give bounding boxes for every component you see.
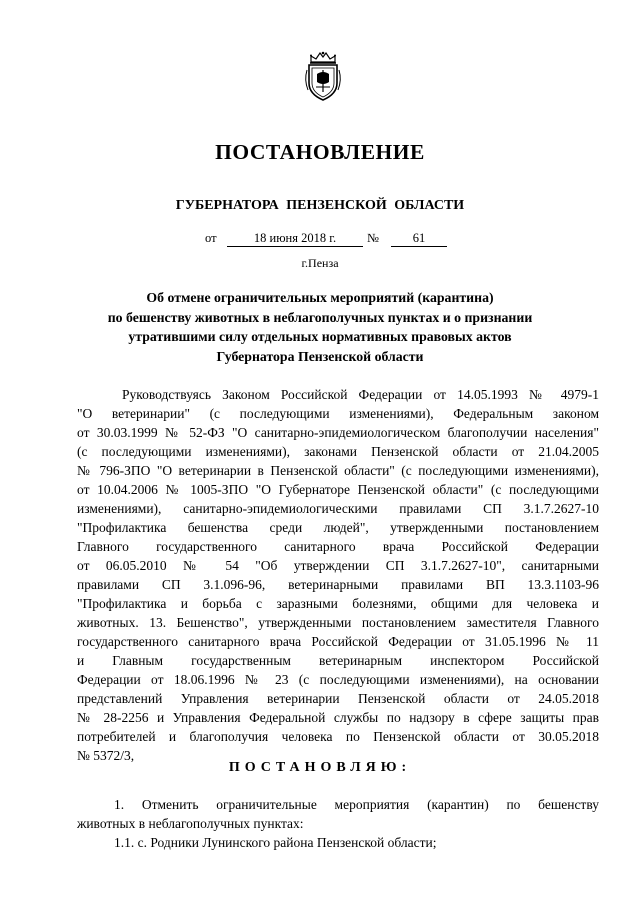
- preamble-paragraph: [77, 385, 599, 765]
- preamble-line: животных. 13. Бешенство", утвержденными постановлением заместителя Главного: [77, 615, 599, 630]
- heading-line: по бешенству животных в неблагополучных пунктах и о признании: [107, 309, 533, 325]
- date-number-line: [205, 231, 465, 249]
- penza-region-coat-of-arms-icon: [303, 50, 343, 102]
- heading-line: утратившими силу отдельных нормативных правовых актов: [128, 329, 512, 344]
- preamble-line: (с последующими изменениями), законами Пензенской области от 21.04.2005: [77, 444, 599, 459]
- preamble-line: от 30.03.1999 № 52-ФЗ "О санитарно-эпидемиологическом благополучии населения": [77, 425, 599, 440]
- date-prefix: от: [205, 231, 217, 245]
- preamble-line: "Профилактика и борьба с заразными болезнями, общими для человека и: [77, 596, 599, 611]
- decree-item-1: [77, 795, 599, 833]
- preamble-line: и Главным государственным ветеринарным инспектором Российской: [77, 653, 599, 668]
- preamble-line: № 5372/3,: [77, 748, 135, 763]
- document-heading: [80, 288, 560, 366]
- preamble-line: потребителей и благополучия человека по Пензенской области от 30.05.2018: [77, 729, 599, 744]
- preamble-line: № 796-ЗПО "О ветеринарии в Пензенской области" (с последующими изменениями),: [77, 463, 599, 478]
- preamble-line: Руководствуясь Законом Российской Федерации от 14.05.1993 № 4979-1: [122, 387, 599, 402]
- decree-word: ПОСТАНОВЛЯЮ:: [228, 760, 412, 775]
- heading-line: Об отмене ограничительных мероприятий (карантина): [146, 290, 494, 305]
- preamble-line: "Профилактика бешенства среди людей", утвержденными постановлением: [77, 520, 599, 535]
- preamble-line: представлений Управления ветеринарии Пензенской области от 24.05.2018: [77, 691, 599, 706]
- decree-item-1-1: [77, 833, 599, 852]
- document-title: ПОСТАНОВЛЕНИЕ: [215, 140, 425, 164]
- document-date: 18 июня 2018 г.: [227, 231, 363, 247]
- preamble-line: от 06.05.2010 № 54 "Об утверждении СП 3.1.7.2627-10", санитарными: [77, 558, 599, 573]
- item-line: 1. Отменить ограничительные мероприятия (карантин) по бешенству: [114, 797, 599, 812]
- item-line: 1.1. с. Родники Лунинского района Пензенской области;: [114, 835, 437, 850]
- heading-line: Губернатора Пензенской области: [216, 348, 424, 364]
- preamble-line: Федерации от 18.06.1996 № 23 (с последующими изменениями), на основании: [77, 672, 599, 687]
- item-line: животных в неблагополучных пунктах:: [77, 816, 304, 831]
- number-prefix: №: [367, 231, 379, 245]
- preamble-line: № 28-2256 и Управления Федеральной службы по надзору в сфере защиты прав: [77, 710, 599, 725]
- document-number: 61: [391, 231, 447, 247]
- preamble-line: изменениями), санитарно-эпидемиологическими правилами СП 3.1.7.2627-10: [77, 501, 599, 516]
- document-city: г.Пенза: [301, 256, 339, 270]
- preamble-line: государственного санитарного врача Российской Федерации от 31.05.1996 № 11: [77, 634, 599, 649]
- document-issuer: ГУБЕРНАТОРА ПЕНЗЕНСКОЙ ОБЛАСТИ: [175, 198, 465, 213]
- preamble-line: правилами СП 3.1.096-96, ветеринарными правилами ВП 13.3.1103-96: [77, 577, 599, 592]
- preamble-line: от 10.04.2006 № 1005-ЗПО "О Губернаторе Пензенской области" (с последующими: [77, 482, 599, 497]
- preamble-line: Главного государственного санитарного врача Российской Федерации: [77, 539, 599, 554]
- preamble-line: "О ветеринарии" (с последующими изменениями), Федеральным законом: [77, 406, 599, 421]
